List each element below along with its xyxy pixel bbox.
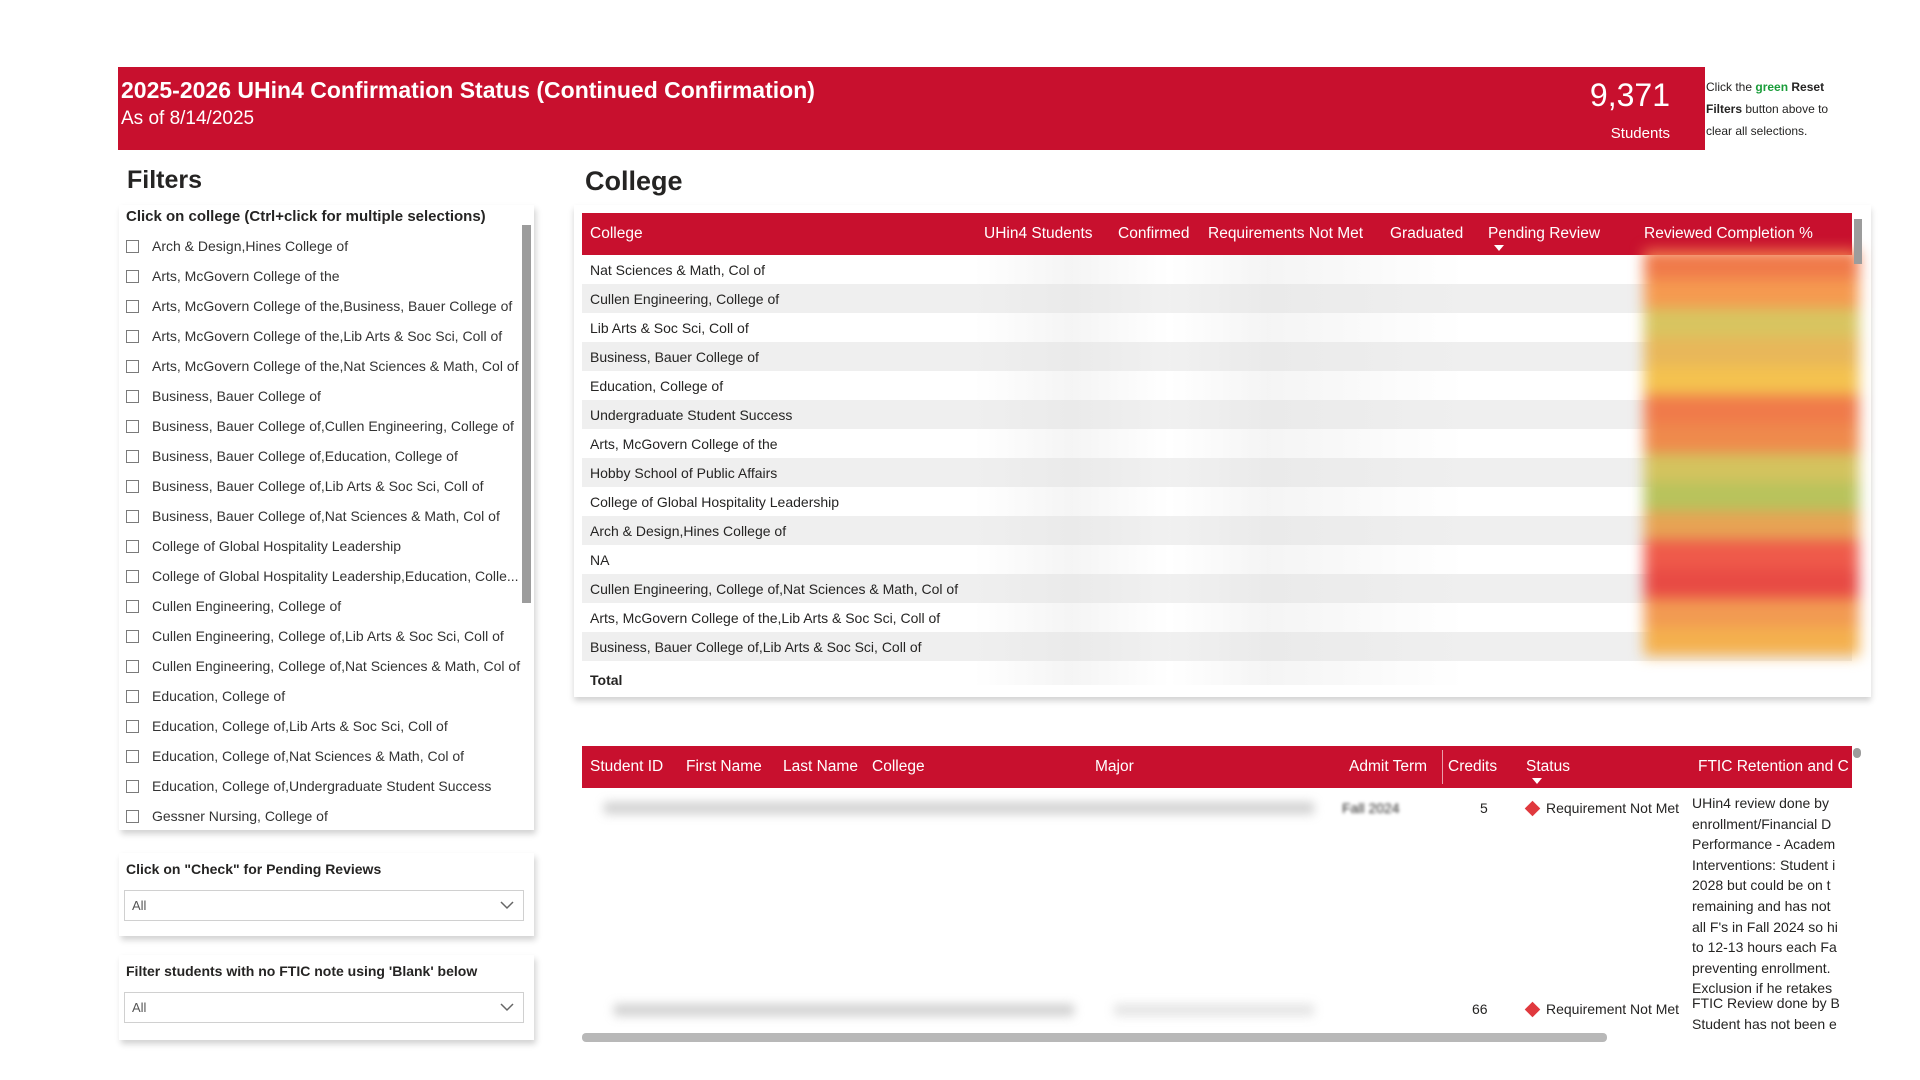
status-warning-icon <box>1525 1002 1541 1018</box>
checkbox[interactable] <box>126 450 139 463</box>
sort-descending-icon <box>1532 778 1542 784</box>
college-option[interactable] <box>126 381 536 411</box>
reset-filters-note <box>1706 76 1856 142</box>
college-row-name: Education, College of <box>590 377 724 394</box>
completion-heatmap <box>1644 250 1859 690</box>
college-option-label: Education, College of,Undergraduate Student Success <box>152 778 492 794</box>
college-option[interactable] <box>126 591 536 621</box>
college-option[interactable] <box>126 321 536 351</box>
college-row-name: Undergraduate Student Success <box>590 406 793 423</box>
chevron-down-icon <box>499 897 515 913</box>
student-detail-table <box>574 738 1871 1048</box>
college-slicer-list <box>126 231 536 831</box>
col-header-reviewed-completion[interactable]: Reviewed Completion % <box>1644 225 1813 242</box>
college-table-heading: College <box>585 166 683 196</box>
sort-descending-icon <box>1494 245 1504 251</box>
ftic-note-dropdown[interactable] <box>124 992 524 1023</box>
college-option-label: Business, Bauer College of,Education, College of <box>152 448 458 464</box>
ftic-retention-note: FTIC Review done by B Student has not been e <box>1692 995 1840 1032</box>
college-option[interactable] <box>126 681 536 711</box>
col-header-last-name[interactable]: Last Name <box>783 758 858 775</box>
ftic-retention-note: UHin4 review done by enrollment/Financial D Performance - Academ Interventions: Student i 2028 but could be on t remaining and has not all F's in Fall 2024 so hi to 12-13 hours each Fa preventing enrollment. Exclusion if he retakes <box>1692 795 1838 997</box>
col-header-status[interactable]: Status <box>1526 758 1570 775</box>
completion-heat-cell <box>1644 366 1859 395</box>
college-total-label: Total <box>590 672 623 688</box>
checkbox[interactable] <box>126 360 139 373</box>
student-count-value: 9,371 <box>1589 77 1670 113</box>
college-option[interactable] <box>126 561 536 591</box>
vertical-scrollbar[interactable] <box>1853 748 1861 758</box>
completion-heat-cell <box>1644 395 1859 424</box>
student-status: Requirement Not Met <box>1546 800 1680 816</box>
college-option-label: Arts, McGovern College of the <box>152 268 340 284</box>
pending-review-filter-label: Click on "Check" for Pending Reviews <box>126 861 382 877</box>
note-reset-filters: Reset Filters <box>1706 80 1825 116</box>
college-row-name: Nat Sciences & Math, Col of <box>590 261 766 278</box>
checkbox[interactable] <box>126 240 139 253</box>
college-row-name: Arch & Design,Hines College of <box>590 522 787 539</box>
student-admit-term: Fall 2024 <box>1342 800 1400 816</box>
checkbox[interactable] <box>126 270 139 283</box>
student-credits: 5 <box>1480 800 1488 816</box>
checkbox[interactable] <box>126 570 139 583</box>
college-option[interactable] <box>126 471 536 501</box>
checkbox[interactable] <box>126 810 139 823</box>
pending-review-dropdown-value: All <box>132 898 147 913</box>
completion-heat-cell <box>1644 627 1859 656</box>
checkbox[interactable] <box>126 720 139 733</box>
completion-heat-cell <box>1644 569 1859 598</box>
completion-heat-cell <box>1644 453 1859 482</box>
college-option-label: College of Global Hospitality Leadership <box>152 538 402 554</box>
note-green-word: green <box>1755 80 1789 94</box>
college-option[interactable] <box>126 501 536 531</box>
college-row-name: Arts, McGovern College of the,Lib Arts & Soc Sci, Coll of <box>590 609 941 626</box>
student-credits: 66 <box>1472 1001 1488 1017</box>
college-option[interactable] <box>126 621 536 651</box>
college-option-label: Arts, McGovern College of the,Nat Sciences & Math, Col of <box>152 358 519 374</box>
checkbox[interactable] <box>126 780 139 793</box>
college-option-label: Gessner Nursing, College of <box>152 808 328 824</box>
ftic-note-dropdown-value: All <box>132 1000 147 1015</box>
checkbox[interactable] <box>126 660 139 673</box>
college-option-label: Education, College of,Lib Arts & Soc Sci, Coll of <box>152 718 448 734</box>
status-warning-icon <box>1525 801 1541 817</box>
checkbox[interactable] <box>126 600 139 613</box>
college-option-label: Business, Bauer College of,Lib Arts & Soc Sci, Coll of <box>152 478 484 494</box>
note-text-2: button above to clear all selections. <box>1706 102 1829 138</box>
college-option[interactable] <box>126 711 536 741</box>
redacted-student-info <box>1114 1004 1314 1016</box>
pending-review-dropdown[interactable] <box>124 890 524 921</box>
college-option-label: Cullen Engineering, College of <box>152 598 342 614</box>
redacted-student-info <box>614 1004 1074 1016</box>
college-option-label: College of Global Hospitality Leadership,Education, Colle... <box>152 568 519 584</box>
redacted-student-info <box>604 802 1314 814</box>
report-subtitle: As of 8/14/2025 <box>121 108 255 129</box>
college-slicer-label: Click on college (Ctrl+click for multiple selections) <box>126 208 486 225</box>
checkbox[interactable] <box>126 420 139 433</box>
completion-heat-cell <box>1644 511 1859 540</box>
checkbox[interactable] <box>126 300 139 313</box>
col-header-college[interactable]: College <box>872 758 925 775</box>
college-table-scrollbar[interactable] <box>1854 219 1862 264</box>
college-row-name: Business, Bauer College of,Lib Arts & Soc Sci, Coll of <box>590 638 922 655</box>
checkbox[interactable] <box>126 540 139 553</box>
horizontal-scrollbar[interactable] <box>582 1033 1607 1042</box>
col-header-first-name[interactable]: First Name <box>686 758 762 775</box>
col-header-pending-review[interactable]: Pending Review <box>1488 225 1601 242</box>
completion-heat-cell <box>1644 598 1859 627</box>
student-table-header <box>582 746 1852 788</box>
college-option[interactable] <box>126 291 536 321</box>
college-option-label: Education, College of,Nat Sciences & Math, Col of <box>152 748 465 764</box>
college-row-name: Hobby School of Public Affairs <box>590 464 778 481</box>
col-header-ftic-retention[interactable]: FTIC Retention and C <box>1698 758 1849 775</box>
college-table-header <box>582 213 1852 255</box>
checkbox[interactable] <box>126 750 139 763</box>
college-option[interactable] <box>126 411 536 441</box>
slicer-scrollbar[interactable] <box>522 225 531 603</box>
checkbox[interactable] <box>126 630 139 643</box>
college-option[interactable] <box>126 351 536 381</box>
college-row-name: College of Global Hospitality Leadership <box>590 493 840 510</box>
report-header-banner <box>118 67 1705 150</box>
checkbox[interactable] <box>126 330 139 343</box>
ftic-note-filter-label: Filter students with no FTIC note using 'Blank' below <box>126 963 478 979</box>
pending-review-filter-card <box>119 853 534 936</box>
col-header-confirmed[interactable]: Confirmed <box>1118 225 1190 242</box>
checkbox[interactable] <box>126 390 139 403</box>
college-option[interactable] <box>126 741 536 771</box>
ftic-note-filter-card <box>119 955 534 1040</box>
note-text-1: Click the <box>1706 80 1756 94</box>
report-title: 2025-2026 UHin4 Confirmation Status (Continued Confirmation) <box>121 77 815 103</box>
col-header-requirements-not-met[interactable]: Requirements Not Met <box>1208 225 1364 242</box>
college-row-name: Cullen Engineering, College of,Nat Sciences & Math, Col of <box>590 580 959 597</box>
col-header-major[interactable]: Major <box>1095 758 1134 775</box>
college-row-name: Business, Bauer College of <box>590 348 759 365</box>
completion-heat-cell <box>1644 424 1859 453</box>
college-table <box>574 205 1871 697</box>
completion-heat-cell <box>1644 337 1859 366</box>
college-option-label: Arts, McGovern College of the,Business, Bauer College of <box>152 298 513 314</box>
college-option[interactable] <box>126 531 536 561</box>
col-header-student-id[interactable]: Student ID <box>590 758 664 775</box>
college-option[interactable] <box>126 261 536 291</box>
col-header-college[interactable]: College <box>590 225 643 242</box>
col-header-graduated[interactable]: Graduated <box>1390 225 1464 242</box>
college-option[interactable] <box>126 801 536 831</box>
col-header-uhin4-students[interactable]: UHin4 Students <box>984 225 1093 242</box>
student-status: Requirement Not Met <box>1546 1001 1680 1017</box>
chevron-down-icon <box>499 999 515 1015</box>
college-slicer <box>119 205 534 830</box>
completion-heat-cell <box>1644 250 1859 279</box>
completion-heat-cell <box>1644 279 1859 308</box>
column-divider <box>1442 750 1443 784</box>
college-option-label: Arch & Design,Hines College of <box>152 238 349 254</box>
college-row-name: NA <box>590 551 610 568</box>
checkbox[interactable] <box>126 510 139 523</box>
completion-heat-cell <box>1644 540 1859 569</box>
student-count-label: Students <box>1610 125 1670 142</box>
college-option-label: Business, Bauer College of <box>152 388 321 404</box>
completion-heat-cell <box>1644 482 1859 511</box>
filters-heading: Filters <box>127 166 203 194</box>
college-option[interactable] <box>126 651 536 681</box>
checkbox[interactable] <box>126 480 139 493</box>
college-row-name: Arts, McGovern College of the <box>590 435 778 452</box>
completion-heat-cell <box>1644 308 1859 337</box>
college-option-label: Business, Bauer College of,Nat Sciences & Math, Col of <box>152 508 500 524</box>
college-option-label: Business, Bauer College of,Cullen Engineering, College of <box>152 418 514 434</box>
col-header-credits[interactable]: Credits <box>1448 758 1498 775</box>
college-row-name: Lib Arts & Soc Sci, Coll of <box>590 319 749 336</box>
checkbox[interactable] <box>126 690 139 703</box>
college-option[interactable] <box>126 231 536 261</box>
redacted-values <box>974 255 1464 685</box>
college-row-name: Cullen Engineering, College of <box>590 290 780 307</box>
college-option-label: Education, College of <box>152 688 286 704</box>
col-header-admit-term[interactable]: Admit Term <box>1349 758 1428 775</box>
college-option[interactable] <box>126 771 536 801</box>
college-option-label: Cullen Engineering, College of,Lib Arts & Soc Sci, Coll of <box>152 628 504 644</box>
college-option[interactable] <box>126 441 536 471</box>
college-option-label: Arts, McGovern College of the,Lib Arts & Soc Sci, Coll of <box>152 328 503 344</box>
college-option-label: Cullen Engineering, College of,Nat Sciences & Math, Col of <box>152 658 521 674</box>
